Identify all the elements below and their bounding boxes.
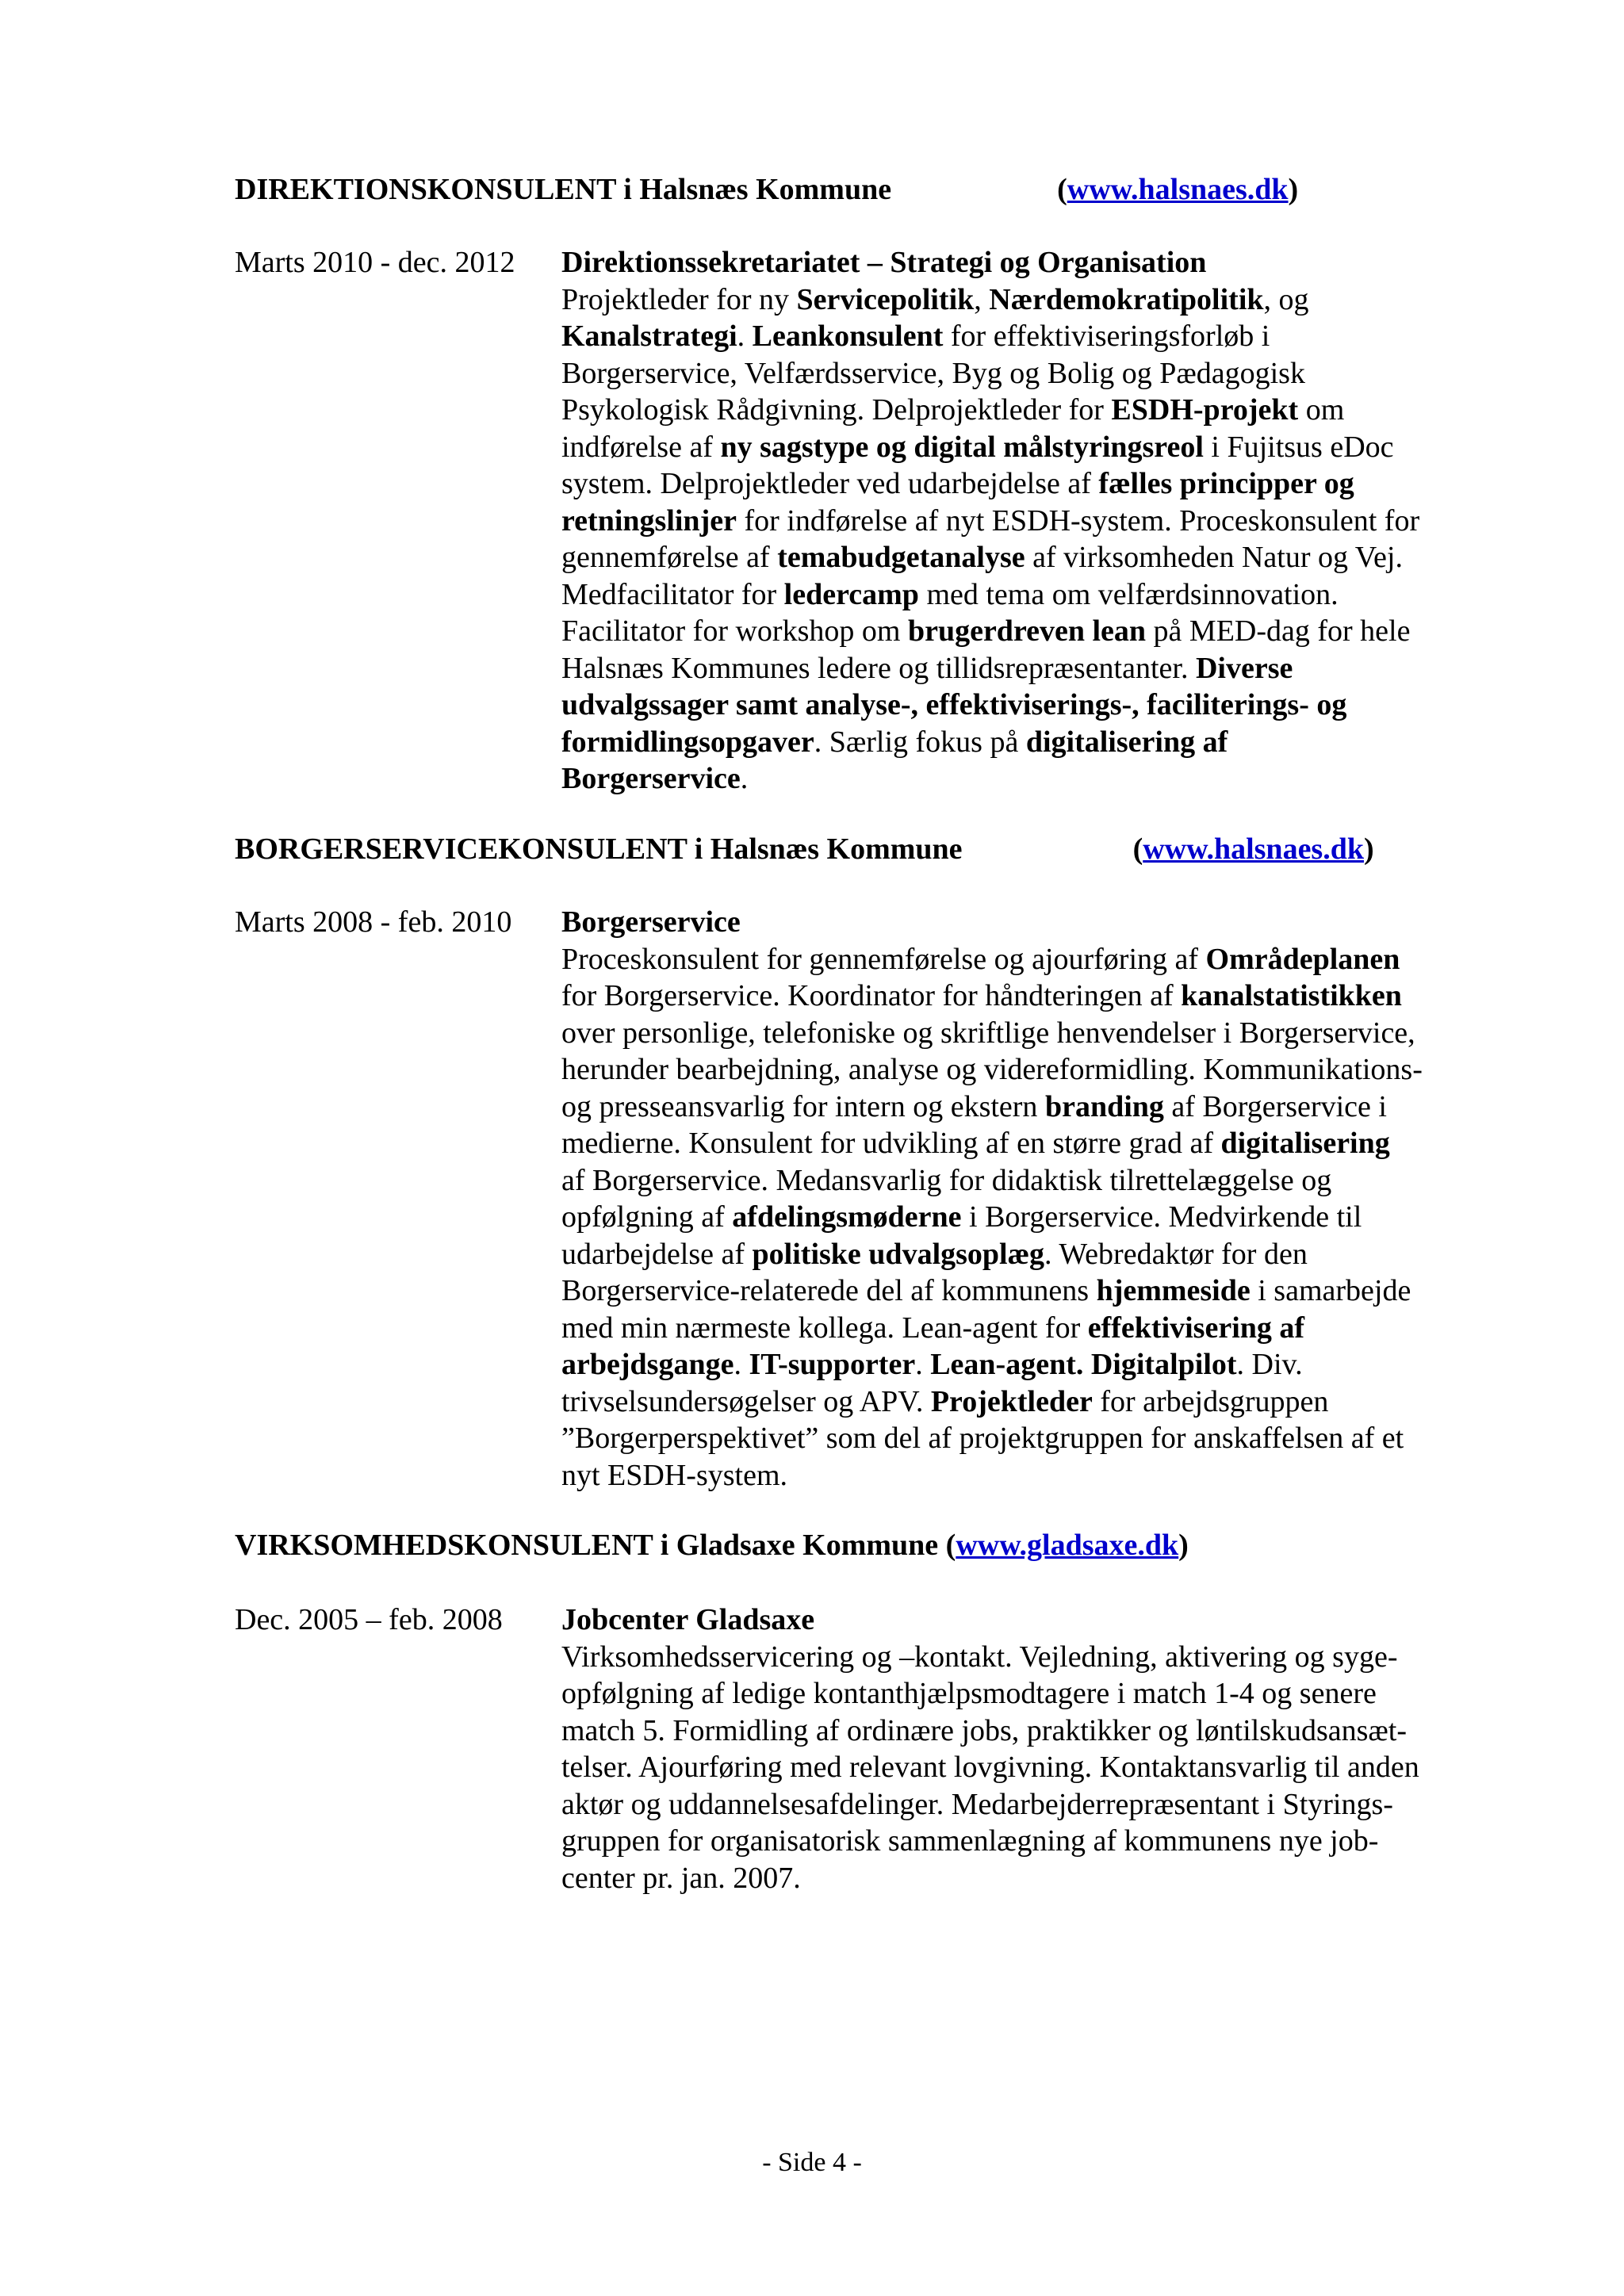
description-line bbox=[561, 613, 1624, 650]
body-text: nyt ESDH-system. bbox=[561, 1458, 787, 1492]
entry-description bbox=[561, 941, 1624, 1494]
body-text: for arbejdsgruppen bbox=[1092, 1384, 1329, 1418]
description-line bbox=[561, 1383, 1624, 1421]
body-text: . Div. bbox=[1236, 1348, 1303, 1381]
body-text: trivselsundersøgelser og APV. bbox=[561, 1384, 931, 1418]
section-title: DIREKTIONSKONSULENT i Halsnæs Kommune bbox=[235, 173, 892, 206]
description-line bbox=[561, 1015, 1624, 1052]
body-text: Virksomhedsservicering og –kontakt. Vejledning, aktivering og syge- bbox=[561, 1640, 1398, 1674]
emphasis-text: Diverse bbox=[1195, 651, 1293, 685]
body-text: Proceskonsulent for gennemførelse og ajourføring af bbox=[561, 942, 1206, 976]
emphasis-text: retningslinjer bbox=[561, 503, 737, 538]
body-text: over personlige, telefoniske og skriftlige henvendelser i Borgerservice, bbox=[561, 1016, 1415, 1050]
description-line bbox=[561, 355, 1624, 392]
body-text: . bbox=[740, 762, 749, 795]
entry-description bbox=[561, 1639, 1624, 1897]
entry-organization: Direktionssekretariatet – Strategi og Organisation bbox=[561, 246, 1207, 279]
body-text: med tema om velfærdsinnovation. bbox=[918, 577, 1339, 611]
entry-date: Marts 2008 - feb. 2010 bbox=[235, 905, 512, 939]
description-line bbox=[561, 392, 1624, 429]
emphasis-text: kanalstatistikken bbox=[1181, 979, 1402, 1012]
body-text: . Webredaktør for den bbox=[1044, 1237, 1308, 1271]
description-line bbox=[561, 465, 1624, 503]
description-line bbox=[561, 650, 1624, 687]
emphasis-text: Servicepolitik bbox=[796, 282, 975, 316]
entry-organization: Jobcenter Gladsaxe bbox=[561, 1603, 815, 1636]
emphasis-text: arbejdsgange bbox=[561, 1348, 734, 1381]
description-line bbox=[561, 1675, 1624, 1712]
emphasis-text: effektivisering af bbox=[1087, 1311, 1305, 1345]
description-line bbox=[561, 1749, 1624, 1786]
section-heading-direktionskonsulent bbox=[235, 171, 1298, 208]
entry-description bbox=[561, 281, 1624, 798]
body-text: af Borgerservice i bbox=[1163, 1089, 1387, 1123]
emphasis-text: ESDH-projekt bbox=[1111, 393, 1299, 427]
page-number: - Side 4 - bbox=[762, 2148, 862, 2177]
emphasis-text: afdelingsmøderne bbox=[732, 1200, 962, 1234]
emphasis-text: Leankonsulent bbox=[752, 320, 944, 353]
body-text: Medfacilitator for bbox=[561, 577, 784, 611]
body-text: i Fujitsus eDoc bbox=[1203, 430, 1394, 464]
emphasis-text: Lean-agent. Digitalpilot bbox=[930, 1348, 1237, 1381]
body-text: opfølgning af ledige kontanthjælpsmodtagere i match 1-4 og senere bbox=[561, 1677, 1377, 1710]
body-text: ”Borgerperspektivet” som del af projektgruppen for anskaffelsen af et bbox=[561, 1422, 1404, 1455]
entry-content bbox=[561, 904, 1624, 1494]
website-link-wrap: (www.gladsaxe.dk) bbox=[938, 1529, 1189, 1562]
entry-date: Dec. 2005 – feb. 2008 bbox=[235, 1603, 503, 1636]
body-text: herunder bearbejdning, analyse og videreformidling. Kommunikations- bbox=[561, 1053, 1423, 1086]
emphasis-text: digitalisering af bbox=[1025, 725, 1228, 759]
description-line bbox=[561, 1346, 1624, 1383]
description-line bbox=[561, 760, 1624, 798]
body-text: . bbox=[915, 1348, 931, 1381]
description-line bbox=[561, 539, 1624, 576]
body-text: opfølgning af bbox=[561, 1200, 733, 1234]
description-line bbox=[561, 1162, 1624, 1200]
description-line bbox=[561, 687, 1624, 724]
body-text: Borgerservice, Velfærdsservice, Byg og Bolig og Pædagogisk bbox=[561, 356, 1305, 390]
description-line bbox=[561, 1125, 1624, 1162]
emphasis-text: ny sagstype og digital målstyringsreol bbox=[720, 430, 1204, 464]
entry-content bbox=[561, 244, 1624, 798]
body-text: i samarbejde bbox=[1250, 1274, 1411, 1307]
description-line bbox=[561, 1786, 1624, 1823]
description-line bbox=[561, 318, 1624, 355]
body-text: i Borgerservice. Medvirkende til bbox=[961, 1200, 1362, 1234]
body-text: . bbox=[733, 1348, 749, 1381]
emphasis-text: digitalisering bbox=[1220, 1127, 1390, 1160]
body-text: gruppen for organisatorisk sammenlægning af kommunens nye job- bbox=[561, 1824, 1379, 1858]
website-link[interactable]: www.gladsaxe.dk bbox=[956, 1529, 1179, 1562]
description-line bbox=[561, 1712, 1624, 1750]
description-line bbox=[561, 724, 1624, 761]
description-line bbox=[561, 1823, 1624, 1860]
body-text: af virksomheden Natur og Vej. bbox=[1025, 541, 1403, 574]
section-heading-virksomhedskonsulent bbox=[235, 1527, 1189, 1563]
body-text: medierne. Konsulent for udvikling af en større grad af bbox=[561, 1127, 1221, 1160]
emphasis-text: Nærdemokratipolitik bbox=[989, 282, 1264, 316]
body-text: på MED-dag for hele bbox=[1146, 614, 1411, 648]
body-text: Projektleder for ny bbox=[561, 282, 797, 316]
emphasis-text: ledercamp bbox=[783, 577, 919, 611]
description-line bbox=[561, 429, 1624, 466]
entry-organization: Borgerservice bbox=[561, 905, 741, 939]
description-line bbox=[561, 1089, 1624, 1126]
description-line bbox=[561, 1310, 1624, 1347]
description-line bbox=[561, 1639, 1624, 1676]
emphasis-text: fælles principper og bbox=[1098, 467, 1354, 500]
body-text: med min nærmeste kollega. Lean-agent for bbox=[561, 1311, 1088, 1345]
description-line bbox=[561, 1457, 1624, 1494]
body-text: gennemførelse af bbox=[561, 541, 778, 574]
description-line bbox=[561, 1420, 1624, 1457]
body-text: telser. Ajourføring med relevant lovgivning. Kontaktansvarlig til anden bbox=[561, 1751, 1419, 1784]
body-text: af Borgerservice. Medansvarlig for didaktisk tilrettelæggelse og bbox=[561, 1163, 1332, 1197]
body-text: udarbejdelse af bbox=[561, 1237, 753, 1271]
website-link[interactable]: www.halsnaes.dk bbox=[1067, 173, 1289, 206]
description-line bbox=[561, 1236, 1624, 1273]
body-text: for effektiviseringsforløb i bbox=[943, 320, 1270, 353]
body-text: . Særlig fokus på bbox=[814, 725, 1026, 759]
body-text: Borgerservice-relaterede del af kommunens bbox=[561, 1274, 1097, 1307]
emphasis-text: temabudgetanalyse bbox=[777, 541, 1025, 574]
entry-date: Marts 2010 - dec. 2012 bbox=[235, 246, 515, 279]
body-text: indførelse af bbox=[561, 430, 721, 464]
emphasis-text: IT-supporter bbox=[749, 1348, 916, 1381]
description-line bbox=[561, 941, 1624, 978]
website-link[interactable]: www.halsnaes.dk bbox=[1143, 832, 1364, 866]
body-text: , og bbox=[1263, 282, 1309, 316]
body-text: match 5. Formidling af ordinære jobs, praktikker og løntilskudsansæt- bbox=[561, 1713, 1407, 1747]
body-text: aktør og uddannelsesafdelinger. Medarbejderrepræsentant i Styrings- bbox=[561, 1787, 1393, 1821]
emphasis-text: hjemmeside bbox=[1096, 1274, 1251, 1307]
description-line bbox=[561, 1051, 1624, 1089]
body-text: for indførelse af nyt ESDH-system. Proceskonsulent for bbox=[736, 503, 1420, 538]
emphasis-text: branding bbox=[1044, 1089, 1164, 1123]
emphasis-text: politiske udvalgsoplæg bbox=[752, 1237, 1045, 1271]
description-line bbox=[561, 281, 1624, 319]
description-line bbox=[561, 576, 1624, 614]
body-text: center pr. jan. 2007. bbox=[561, 1861, 801, 1895]
body-text: for Borgerservice. Koordinator for håndteringen af bbox=[561, 979, 1182, 1012]
emphasis-text: formidlingsopgaver bbox=[561, 725, 814, 759]
description-line bbox=[561, 1199, 1624, 1236]
body-text: system. Delprojektleder ved udarbejdelse af bbox=[561, 467, 1099, 500]
section-heading-borgerservicekonsulent bbox=[235, 831, 1374, 867]
body-text: , bbox=[974, 282, 990, 316]
body-text: Psykologisk Rådgivning. Delprojektleder for bbox=[561, 393, 1112, 427]
website-link-wrap: (www.halsnaes.dk) bbox=[1132, 832, 1374, 866]
body-text: og presseansvarlig for intern og ekstern bbox=[561, 1089, 1045, 1123]
emphasis-text: Projektleder bbox=[930, 1384, 1093, 1418]
emphasis-text: Kanalstrategi bbox=[561, 320, 737, 353]
entry-content bbox=[561, 1601, 1624, 1896]
body-text: . bbox=[737, 320, 753, 353]
description-line bbox=[561, 503, 1624, 540]
description-line bbox=[561, 1860, 1624, 1897]
website-link-wrap: (www.halsnaes.dk) bbox=[1057, 173, 1299, 206]
body-text: Facilitator for workshop om bbox=[561, 614, 908, 648]
emphasis-text: udvalgssager samt analyse-, effektiviserings-, faciliterings- og bbox=[561, 688, 1347, 721]
body-text: Halsnæs Kommunes ledere og tillidsrepræsentanter. bbox=[561, 651, 1196, 685]
description-line bbox=[561, 978, 1624, 1015]
description-line bbox=[561, 1272, 1624, 1310]
body-text: om bbox=[1298, 393, 1345, 427]
section-title: VIRKSOMHEDSKONSULENT i Gladsaxe Kommune bbox=[235, 1529, 939, 1562]
emphasis-text: Borgerservice bbox=[561, 762, 741, 795]
section-title: BORGERSERVICEKONSULENT i Halsnæs Kommune bbox=[235, 832, 963, 866]
emphasis-text: Områdeplanen bbox=[1205, 942, 1400, 976]
emphasis-text: brugerdreven lean bbox=[907, 614, 1147, 648]
